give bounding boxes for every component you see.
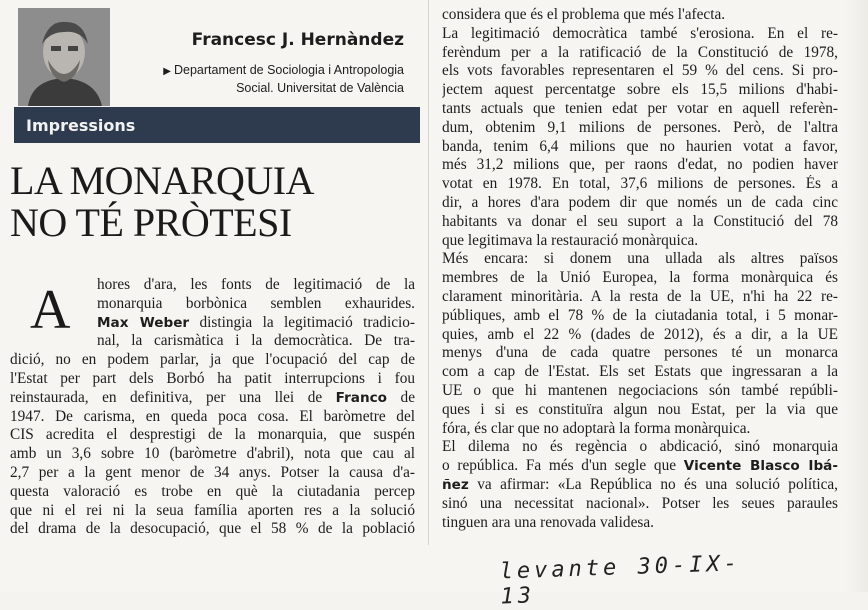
text-line: dició, no en podem parlar, ja que l'ocupació del cap de bbox=[10, 351, 415, 369]
author-affiliation bbox=[120, 62, 404, 97]
author-name: Francesc J. Hernàndez bbox=[191, 30, 404, 50]
text-line: tinguen ara una renovada validesa. bbox=[442, 513, 654, 531]
text-line: reinstaurada, en definitiva, per una llei de Franco de bbox=[10, 388, 415, 406]
text-line: dum, obtenim 9,1 milions de persones. Però, de l'altra bbox=[442, 118, 838, 136]
text-line: que ni el rei ni la seua família aporten res a la solució bbox=[10, 501, 415, 519]
headline-line-2: NO TÉ PRÒTESI bbox=[10, 200, 292, 245]
text-line: menys d'una de cada quatre persones té un monarca bbox=[442, 344, 838, 362]
text-line: quies, amb el 22 % (dades de 2012), és a dir, a la UE bbox=[442, 325, 838, 343]
text-line: El dilema no és regència o abdicació, sinó monarquia bbox=[442, 438, 838, 456]
column-divider bbox=[428, 0, 429, 545]
section-label: Impressions bbox=[26, 116, 136, 135]
text-line: nal, la carismàtica i la democràtica. De tra- bbox=[97, 332, 415, 350]
text-line: fóra, és clar que no adoptarà la forma monàrquica. bbox=[442, 419, 751, 437]
handwritten-source-note: levante 30-IX-13 bbox=[499, 551, 742, 610]
column-1-top bbox=[97, 276, 415, 351]
paper-edge bbox=[846, 0, 868, 592]
text-line: ferèndum per a la ratificació de la Constitució de 1978, bbox=[442, 43, 838, 61]
text-line: 2,7 per a la gent menor de 34 anys. Potser la causa d'a- bbox=[10, 463, 415, 481]
column-2 bbox=[442, 6, 838, 532]
affiliation-line-1: Departament de Sociologia i Antropologia bbox=[173, 63, 404, 77]
author-portrait-icon bbox=[18, 8, 110, 106]
text-line: més 31,2 milions que, per raons d'edat, no podien haver bbox=[442, 156, 838, 174]
text-line: ñez va afirmar: «La República no és una solució política, bbox=[442, 475, 838, 493]
text-line: ques i si es constituïra algun nou Estat, per la via que bbox=[442, 400, 838, 418]
name-max-weber: Max Weber bbox=[97, 314, 190, 331]
text-line: hores d'ara, les fonts de legitimació de la bbox=[97, 276, 415, 293]
text-line: públiques, amb el 78 % de la ciutadania total, i 5 monar- bbox=[442, 306, 838, 324]
drop-cap: A bbox=[30, 279, 71, 341]
text-line: La legitimació democràtica també s'erosiona. En el re- bbox=[442, 24, 838, 42]
author-photo bbox=[18, 8, 110, 106]
text-line: com a cap de l'Estat. Els set Estats que ingressaran a la bbox=[442, 363, 838, 381]
text-line: dir, a hores d'ara podem dir que només un de cada cinc bbox=[442, 193, 838, 211]
text-line: considera que és el problema que més l'afecta. bbox=[442, 6, 726, 23]
name-vicente-blasco-ibanez-cont: ñez bbox=[442, 476, 469, 493]
headline-line-1: LA MONARQUIA bbox=[10, 158, 314, 203]
text-line: l'Estat per part dels Borbó ha patit interrupcions i fou bbox=[10, 369, 415, 387]
text-line: amb un 3,6 sobre 10 (baròmetre d'abril), nota que cau al bbox=[10, 445, 415, 463]
text-line: votat en 1978. En total, 37,6 milions de persones. És a bbox=[442, 175, 838, 193]
text-line: tants actuals que tenien edat per votar en aquell referèn- bbox=[442, 99, 838, 117]
column-1-bottom bbox=[10, 351, 415, 539]
text-line: questa valoració es trobe en què la ciutadania percep bbox=[10, 482, 415, 500]
text-line: sinó una necessitat nacional». Potser les seues paraules bbox=[442, 494, 838, 512]
text-line: membres de la Unió Europea, la forma monàrquica és bbox=[442, 269, 838, 287]
text-line: jectem aquest percentatge sobre els 15,5 milions d'habi- bbox=[442, 81, 838, 99]
text-line: 1947. De carisma, en queda poca cosa. El baròmetre del bbox=[10, 407, 415, 425]
text-line: CIS acredita el desprestigi de la monarquia, que suspén bbox=[10, 426, 415, 444]
affiliation-line-2: Social. Universitat de València bbox=[236, 81, 404, 95]
text-line: clarament minoritària. A la resta de la UE, n'hi ha 22 re- bbox=[442, 287, 838, 305]
text-line: Max Weber distingia la legitimació tradicio- bbox=[97, 313, 415, 331]
text-line: que legitimava la restauració monàrquica. bbox=[442, 231, 699, 249]
text-line: del drama de la desocupació, que el 58 % de la població bbox=[10, 520, 415, 538]
text-line: o república. Fa més d'un segle que Vicente Blasco Ibá- bbox=[442, 457, 838, 475]
name-franco: Franco bbox=[335, 389, 388, 406]
section-band bbox=[14, 107, 420, 143]
text-line: els vots favorables representaren el 59 % del cens. Si pro- bbox=[442, 62, 838, 80]
name-vicente-blasco-ibanez: Vicente Blasco Ibá- bbox=[683, 458, 838, 475]
text-line: UE o que hi mantenen negociacions són també repúbli- bbox=[442, 381, 838, 399]
headline bbox=[10, 160, 420, 244]
text-line: monarquia borbònica semblen exhaurides. bbox=[97, 294, 415, 312]
text-line: Més encara: si donem una ullada als altres països bbox=[442, 250, 838, 268]
text-line: habitants va donar el seu suport a la Constitució del 78 bbox=[442, 212, 838, 230]
triangle-right-icon: ▶ bbox=[163, 66, 171, 77]
text-line: banda, tenim 6,4 milions que no haurien votat a favor, bbox=[442, 137, 838, 155]
